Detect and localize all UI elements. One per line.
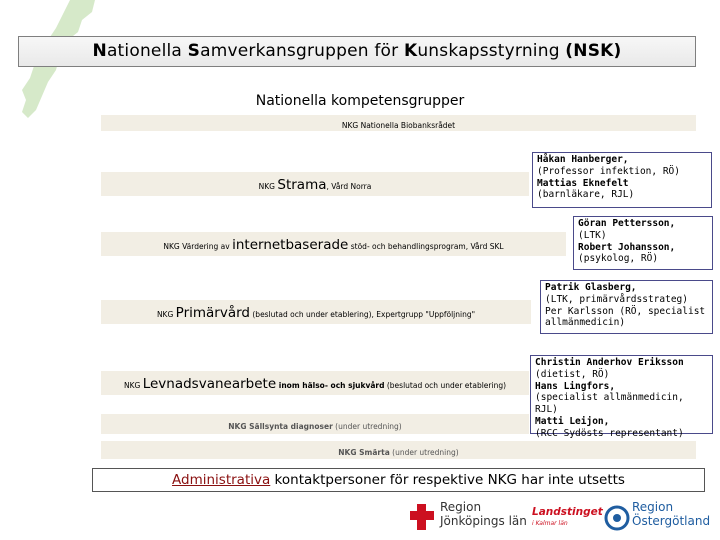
nkg-levnad-prefix: NKG bbox=[123, 381, 143, 390]
title-part-1: ationella bbox=[106, 41, 188, 61]
nkg-levnad-suffix: (beslutad och under etablering) bbox=[384, 381, 507, 390]
title-initial-n: N bbox=[92, 41, 107, 61]
region-logos bbox=[400, 496, 720, 540]
contact-4-line-4: (specialist allmänmedicin, RJL) bbox=[535, 392, 684, 416]
contact-1-line-1: Håkan Hanberger, bbox=[537, 154, 629, 165]
ostergotland-line-1: Region bbox=[632, 500, 674, 514]
jonkoping-logo-text bbox=[440, 500, 527, 528]
nkg-bar-primarvard bbox=[101, 300, 531, 324]
contact-2-line-4: (psykolog, RÖ) bbox=[578, 253, 659, 265]
title-abbrev: (NSK) bbox=[565, 41, 622, 61]
ostergotland-emblem-icon bbox=[604, 504, 630, 532]
contact-box-levnadsvanor bbox=[530, 355, 713, 439]
nkg-bar-internet bbox=[101, 232, 566, 256]
jonkoping-line-2: Jönköpings län bbox=[440, 514, 527, 528]
contact-box-strama bbox=[532, 152, 712, 208]
nkg-levnad-bold: inom hälso- och sjukvård bbox=[276, 381, 385, 390]
nkg-bar-levnadsvanor bbox=[101, 371, 529, 395]
footer-rest: kontaktpersoner för respektive NKG har inte utsetts bbox=[270, 472, 625, 488]
contact-1-line-2: (Professor infektion, RÖ) bbox=[537, 165, 680, 177]
contact-4-line-5: Matti Leijon, bbox=[535, 415, 610, 427]
nkg-bar-sallsynta bbox=[101, 414, 529, 434]
nkg-strama-prefix: NKG bbox=[258, 182, 278, 191]
contact-4-line-6: (RCC Sydösts representant) bbox=[535, 427, 684, 439]
contact-2-line-1: Göran Pettersson, bbox=[578, 218, 676, 229]
contact-1-line-4: (barnläkare, RJL) bbox=[537, 189, 635, 201]
footer-note bbox=[92, 468, 705, 492]
contact-1-line-3: Mattias Eknefelt bbox=[537, 177, 629, 189]
title-part-3: unskapsstyrning bbox=[417, 41, 566, 61]
nkg-smarta-suffix: (under utredning) bbox=[389, 448, 459, 457]
contact-box-primarvard bbox=[540, 280, 713, 334]
jonkoping-line-1: Region bbox=[440, 500, 482, 514]
nkg-internet-suffix: stöd- och behandlingsprogram, Vård SKL bbox=[348, 242, 504, 251]
jonkoping-cross-icon bbox=[408, 502, 436, 532]
nkg-sallsynta-prefix: NKG Sällsynta diagnoser bbox=[228, 422, 333, 431]
nkg-primarvard-prefix: NKG bbox=[156, 310, 176, 319]
kalmar-line-2: i Kalmar län bbox=[532, 520, 568, 527]
nkg-smarta-prefix: NKG Smärta bbox=[338, 448, 390, 457]
nkg-sallsynta-suffix: (under utredning) bbox=[332, 422, 402, 431]
nkg-strama-suffix: , Vård Norra bbox=[326, 182, 372, 191]
contact-3-line-2: (LTK, primärvårdsstrateg) bbox=[545, 293, 688, 305]
title-part-2: amverkansgruppen för bbox=[200, 41, 404, 61]
nkg-internet-main: internetbaserade bbox=[232, 237, 349, 253]
title-initial-s: S bbox=[187, 41, 201, 61]
contact-2-line-3: Robert Johansson, bbox=[578, 241, 676, 253]
contact-3-line-3: Per Karlsson (RÖ, specialist bbox=[545, 305, 706, 317]
nkg-bar-biobank bbox=[101, 115, 696, 131]
contact-box-internet bbox=[573, 216, 713, 270]
nkg-biobank-label: NKG Nationella Biobanksrådet bbox=[341, 121, 456, 130]
nkg-primarvard-main: Primärvård bbox=[175, 305, 250, 321]
nkg-internet-prefix: NKG Värdering av bbox=[163, 242, 233, 251]
footer-underlined: Administrativa bbox=[172, 472, 271, 488]
contact-4-line-1: Christin Anderhov Eriksson bbox=[535, 357, 684, 368]
contact-3-line-1: Patrik Glasberg, bbox=[545, 282, 637, 293]
title-initial-k: K bbox=[403, 41, 418, 61]
nkg-primarvard-suffix: (beslutad och under etablering), Expertgrupp "Uppföljning" bbox=[250, 310, 476, 319]
section-subtitle: Nationella kompetensgrupper bbox=[255, 93, 465, 109]
contact-4-line-2: (dietist, RÖ) bbox=[535, 368, 610, 380]
kalmar-line-1: Landstinget bbox=[532, 506, 603, 518]
contact-4-line-3: Hans Lingfors, bbox=[535, 380, 616, 392]
kalmar-logo-text bbox=[532, 506, 603, 530]
nkg-bar-strama bbox=[101, 172, 529, 196]
page-title bbox=[18, 36, 696, 67]
ostergotland-logo-text bbox=[632, 500, 710, 528]
nkg-levnad-main: Levnadsvanearbete bbox=[142, 376, 277, 392]
contact-2-line-2: (LTK) bbox=[578, 229, 607, 241]
nkg-strama-main: Strama bbox=[277, 177, 327, 193]
nkg-bar-smarta bbox=[101, 441, 696, 459]
ostergotland-line-2: Östergötland bbox=[632, 514, 711, 528]
contact-3-line-4: allmänmedicin) bbox=[545, 317, 626, 329]
